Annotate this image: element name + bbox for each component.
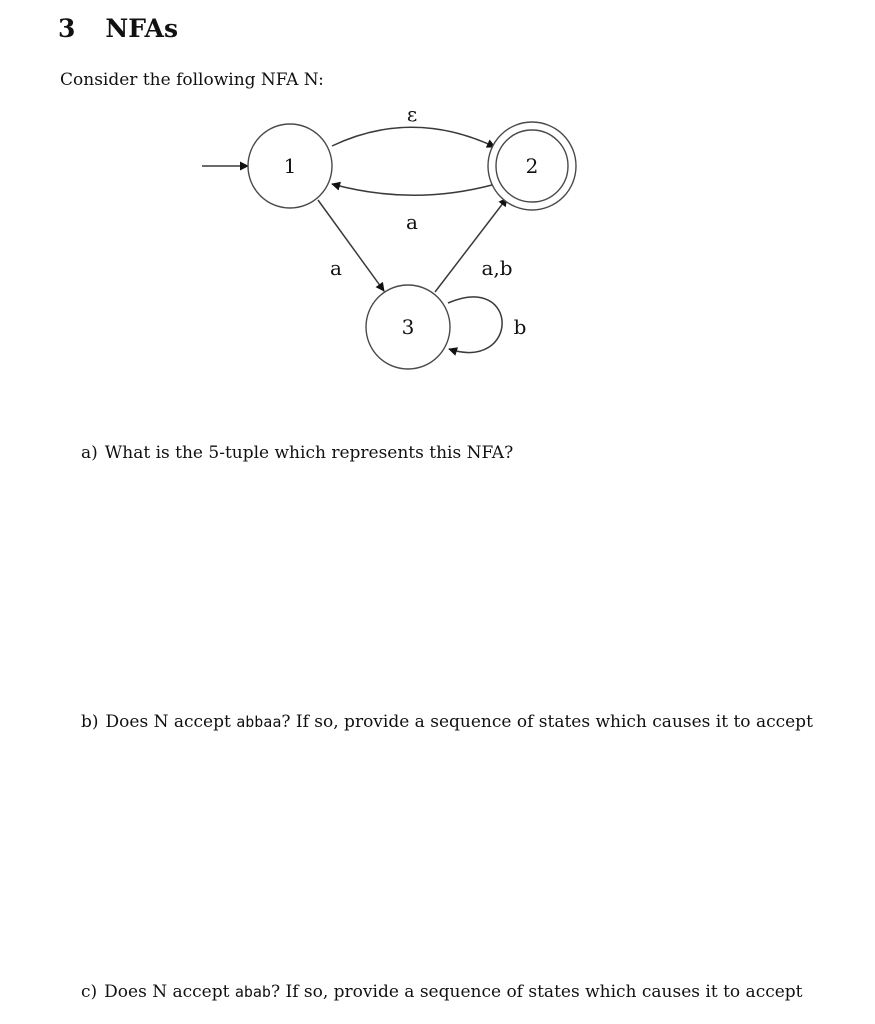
state-2-label: 2 xyxy=(525,154,539,178)
question-b-input-string: abbaa xyxy=(236,713,282,731)
question-a xyxy=(81,443,513,463)
state-1-label: 1 xyxy=(283,154,297,178)
section-title: NFAs xyxy=(105,14,179,43)
question-c-prefix: Does N accept xyxy=(104,982,235,1002)
question-c-label: c) xyxy=(81,982,98,1002)
edge-1-to-3 xyxy=(318,200,384,291)
edge-label-3-to-2: a,b xyxy=(481,256,513,280)
edge-label-1-to-2: ε xyxy=(406,102,418,126)
question-b-prefix: Does N accept xyxy=(105,712,237,732)
question-c xyxy=(81,982,803,1002)
edge-3-self-loop xyxy=(448,297,502,352)
question-b-label: b) xyxy=(81,712,99,732)
question-c-suffix: ? If so, provide a sequence of states which causes it to accept xyxy=(270,982,803,1002)
question-b-suffix: ? If so, provide a sequence of states which causes it to accept xyxy=(281,712,813,732)
edge-label-3-self-loop: b xyxy=(513,315,527,339)
question-c-input-string: abab xyxy=(234,983,271,1001)
section-number: 3 xyxy=(58,14,76,43)
edge-label-1-to-3: a xyxy=(330,256,342,280)
intro-text: Consider the following NFA N: xyxy=(60,70,324,90)
state-3-label: 3 xyxy=(401,315,415,339)
question-a-text: What is the 5-tuple which represents this NFA? xyxy=(104,443,514,463)
edge-label-2-to-1: a xyxy=(406,210,418,234)
edge-2-to-1 xyxy=(332,184,492,195)
question-a-label: a) xyxy=(81,443,98,463)
question-b xyxy=(81,712,813,732)
edge-1-to-2 xyxy=(332,127,495,147)
nfa-diagram xyxy=(0,0,875,420)
